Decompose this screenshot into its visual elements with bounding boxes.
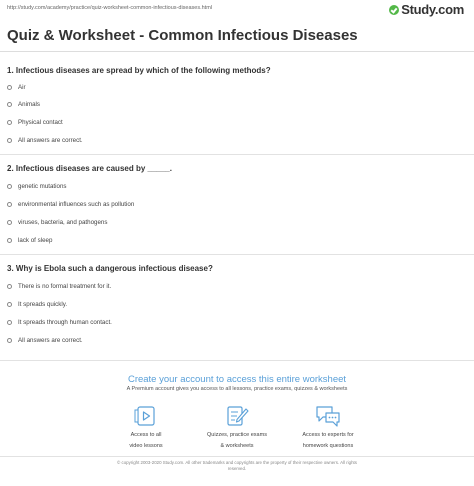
radio-button[interactable] [7, 85, 12, 90]
cta-title-link[interactable]: Create your account to access this entire worksheet [127, 374, 347, 385]
footer-divider [0, 456, 474, 457]
page-url: http://study.com/academy/practice/quiz-worksheet-common-infectious-diseases.html [7, 5, 213, 11]
option-3-4[interactable] [7, 337, 83, 344]
cta-subtitle: A Premium account gives you access to all lessons, practice exams, quizzes & worksheets [126, 386, 348, 392]
option-label: environmental influences such as pollution [18, 201, 135, 208]
radio-button[interactable] [7, 102, 12, 107]
section-divider [0, 360, 474, 361]
question-2: 2. Infectious diseases are caused by _____. [7, 164, 172, 173]
radio-button[interactable] [7, 302, 12, 307]
title-divider [0, 51, 474, 52]
feature-label-line-2: & worksheets [220, 443, 254, 449]
study-logo[interactable] [389, 3, 464, 16]
radio-button[interactable] [7, 202, 12, 207]
radio-button[interactable] [7, 220, 12, 225]
copyright-notice [60, 460, 414, 472]
feature-label-line-1: Access to experts for [302, 432, 354, 438]
video-play-icon [133, 404, 159, 428]
option-1-3[interactable] [7, 119, 63, 126]
question-1: 1. Infectious diseases are spread by which of the following methods? [7, 66, 271, 75]
logo-text: Study.com [401, 2, 464, 17]
question-3: 3. Why is Ebola such a dangerous infectious disease? [7, 264, 213, 273]
radio-button[interactable] [7, 320, 12, 325]
option-label: Physical contact [18, 119, 63, 126]
option-label: It spreads quickly. [18, 301, 68, 308]
option-label: All answers are correct. [18, 137, 83, 144]
option-2-1[interactable] [7, 183, 67, 190]
radio-button[interactable] [7, 184, 12, 189]
radio-button[interactable] [7, 284, 12, 289]
option-3-1[interactable] [7, 283, 111, 290]
option-label: viruses, bacteria, and pathogens [18, 219, 108, 226]
feature-quizzes-worksheets [192, 404, 282, 450]
feature-label-line-1: Access to all [130, 432, 162, 438]
radio-button[interactable] [7, 138, 12, 143]
option-2-4[interactable] [7, 237, 52, 244]
chat-bubbles-icon [315, 404, 341, 428]
option-1-4[interactable] [7, 137, 83, 144]
option-1-2[interactable] [7, 101, 40, 108]
option-label: Air [18, 84, 26, 91]
option-label: It spreads through human contact. [18, 319, 112, 326]
option-2-3[interactable] [7, 219, 107, 226]
option-2-2[interactable] [7, 201, 134, 208]
radio-button[interactable] [7, 120, 12, 125]
feature-label-line-2: video lessons [129, 443, 163, 449]
copyright-line-2: reserved. [227, 466, 247, 471]
option-label: genetic mutations [18, 183, 67, 190]
page-title: Quiz & Worksheet - Common Infectious Diseases [7, 27, 358, 44]
question-divider [0, 254, 474, 255]
feature-label-line-1: Quizzes, practice exams [207, 432, 267, 438]
option-label: lack of sleep [18, 237, 53, 244]
feature-label-line-2: homework questions [302, 443, 354, 449]
question-divider [0, 154, 474, 155]
checkmark-circle-icon [389, 5, 399, 15]
radio-button[interactable] [7, 238, 12, 243]
feature-video-lessons [101, 404, 191, 450]
option-3-2[interactable] [7, 301, 67, 308]
feature-experts [283, 404, 373, 450]
option-label: All answers are correct. [18, 337, 83, 344]
quiz-pencil-icon [224, 404, 250, 428]
option-label: There is no formal treatment for it. [18, 283, 112, 290]
copyright-line-1: © copyright 2003-2020 Study.com. All other trademarks and copyrights are the property of their respective owners. All rights [117, 460, 357, 465]
top-bar [0, 0, 474, 18]
option-3-3[interactable] [7, 319, 112, 326]
option-1-1[interactable] [7, 84, 26, 91]
radio-button[interactable] [7, 338, 12, 343]
option-label: Animals [18, 101, 41, 108]
